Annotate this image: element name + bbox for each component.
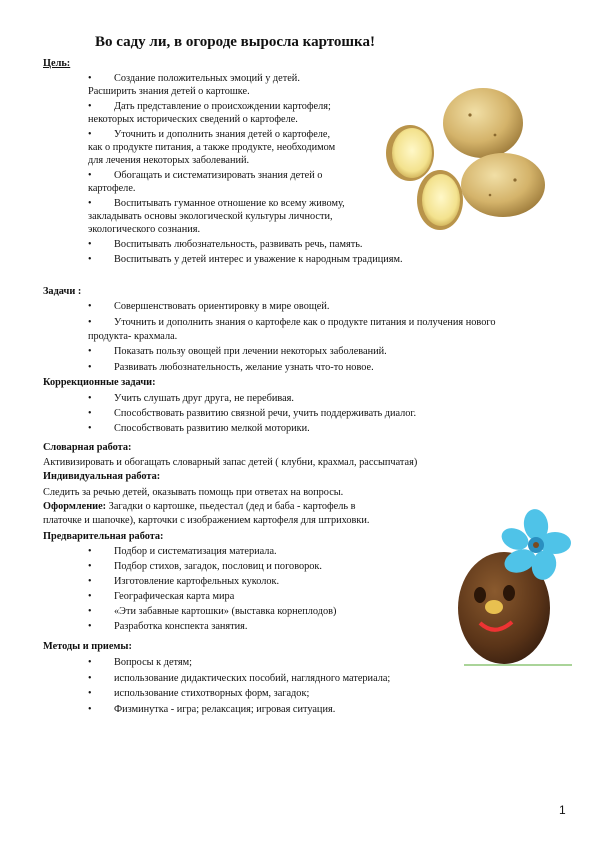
potato-whole-top <box>443 88 523 158</box>
bullet-icon: • <box>88 672 92 684</box>
list-item-line: Способствовать развитию связной речи, учить поддерживать диалог. <box>114 408 417 419</box>
goal-heading: Цель: <box>43 58 71 69</box>
page-number: 1 <box>559 803 566 817</box>
list-item-line: Расширить знания детей о картошке. <box>88 86 250 97</box>
bullet-icon: • <box>88 73 92 84</box>
list-item-line: Подбор и систематизация материала. <box>114 546 277 557</box>
list-item-line: Разработка конспекта занятия. <box>114 621 248 632</box>
list-item-line: использование стихотворных форм, загадок; <box>114 688 310 699</box>
list-item-line: Воспитывать у детей интерес и уважение к народным традициям. <box>114 254 403 265</box>
list-item-line: Способствовать развитию мелкой моторики. <box>114 423 310 434</box>
bullet-icon: • <box>88 546 92 557</box>
bullet-icon: • <box>88 423 92 434</box>
list-item-line: Географическая карта мира <box>114 591 235 602</box>
bullet-icon: • <box>88 408 92 419</box>
list-item-line: некоторых исторических сведений о картофеле. <box>88 114 298 125</box>
bullet-icon: • <box>88 254 92 265</box>
list-item-line: Уточнить и дополнить знания детей о картофеле, <box>114 129 331 140</box>
list-item-line: закладывать основы экологической культуры личности, <box>88 211 333 222</box>
list-item-line: Вопросы к детям; <box>114 657 193 668</box>
vocabulary-text: Активизировать и обогащать словарный запас детей ( клубни, крахмал, рассыпчатая) <box>43 457 418 468</box>
bullet-icon: • <box>88 393 92 404</box>
list-item-line: «Эти забавные картошки» (выставка корнеплодов) <box>114 606 337 617</box>
potato-half-left <box>392 128 432 178</box>
potato-whole-bottom <box>461 153 545 217</box>
potato-half-right <box>422 174 460 226</box>
list-item-line: Дать представление о происхождении картофеля; <box>114 101 331 112</box>
methods-heading: Методы и приемы: <box>43 641 132 652</box>
list-item-line: экологического сознания. <box>88 224 201 235</box>
list-item-line: Воспитывать гуманное отношение ко всему живому, <box>114 198 345 209</box>
doll-nose <box>485 600 503 614</box>
list-item-line: Создание положительных эмоций у детей. <box>114 73 300 84</box>
vocabulary-heading: Словарная работа: <box>43 442 132 453</box>
bullet-icon: • <box>88 591 92 602</box>
bullet-icon: • <box>88 576 92 587</box>
list-item-line: картофеле. <box>88 183 136 194</box>
doll-right-eye <box>503 585 515 601</box>
bullet-icon: • <box>88 239 92 250</box>
design-heading: Оформление: <box>43 501 107 512</box>
bullet-icon: • <box>88 346 92 358</box>
design-paragraph <box>43 500 356 513</box>
individual-text: Следить за речью детей, оказывать помощь при ответах на вопросы. <box>43 487 344 498</box>
preliminary-heading: Предварительная работа: <box>43 531 164 542</box>
list-item-line: Подбор стихов, загадок, пословиц и поговорок. <box>114 561 323 572</box>
bullet-icon: • <box>88 621 92 632</box>
page-title: Во саду ли, в огороде выросла картошка! <box>95 34 375 50</box>
bullet-icon: • <box>88 703 92 715</box>
design-line-1: Загадки о картошке, пьедестал (дед и баба - картофель в <box>106 501 356 512</box>
correction-heading: Коррекционные задачи: <box>43 377 156 388</box>
tasks-heading: Задачи : <box>43 286 82 297</box>
bullet-icon: • <box>88 170 92 181</box>
bullet-icon: • <box>88 561 92 572</box>
bullet-icon: • <box>88 129 92 140</box>
bullet-icon: • <box>88 657 92 668</box>
list-item-line: Физминутка - игра; релаксация; игровая ситуация. <box>114 703 336 715</box>
bullet-icon: • <box>88 198 92 209</box>
bullet-icon: • <box>88 301 92 312</box>
list-item-line: Изготовление картофельных куколок. <box>114 576 280 587</box>
list-item-line: Совершенствовать ориентировку в мире овощей. <box>114 301 330 312</box>
list-item-line: Уточнить и дополнить знания о картофеле как о продукте питания и получения нового <box>114 316 496 328</box>
list-item-line: Воспитывать любознательность, развивать речь, память. <box>114 239 363 250</box>
list-item-line: Показать пользу овощей при лечении некоторых заболеваний. <box>114 346 387 358</box>
bullet-icon: • <box>88 688 92 699</box>
list-item-line: Учить слушать друг друга, не перебивая. <box>114 393 294 404</box>
bullet-icon: • <box>88 362 92 374</box>
list-item-line: как о продукте питания, а также продукте, необходимом <box>88 142 336 153</box>
individual-heading: Индивидуальная работа: <box>43 471 161 482</box>
bullet-icon: • <box>88 606 92 617</box>
list-item-line: использование дидактических пособий, наглядного материала; <box>114 672 391 684</box>
list-item-line: Развивать любознательность, желание узнать что-то новое. <box>114 362 374 374</box>
potato-doll-image <box>452 505 577 670</box>
potatoes-image <box>385 85 545 240</box>
list-item-line: продукта- крахмала. <box>88 330 178 342</box>
design-line-2: платочке и шапочке), карточки с изображением картофеля для штриховки. <box>43 515 370 526</box>
doll-left-eye <box>474 587 486 603</box>
bullet-icon: • <box>88 316 92 328</box>
bullet-icon: • <box>88 101 92 112</box>
list-item-line: для лечения некоторых заболеваний. <box>88 155 250 166</box>
list-item-line: Обогащать и систематизировать знания детей о <box>114 170 323 181</box>
